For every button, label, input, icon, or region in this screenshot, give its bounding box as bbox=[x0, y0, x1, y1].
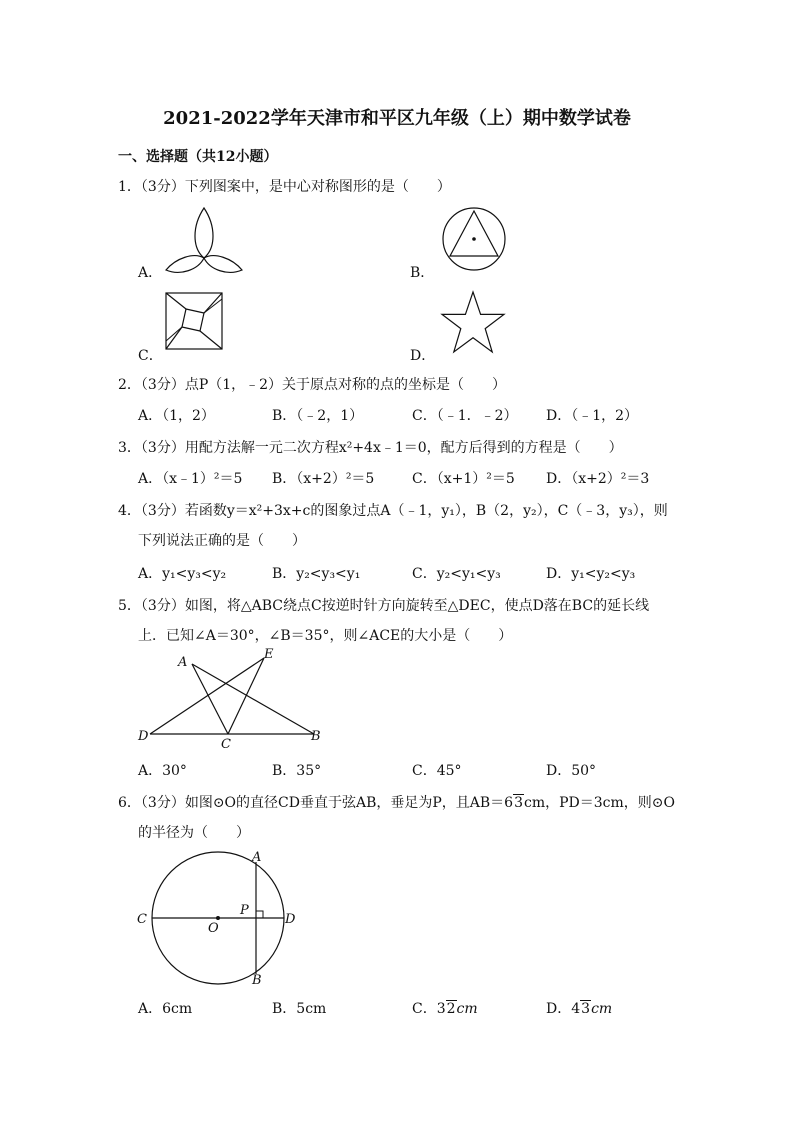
point-d-label: D bbox=[285, 912, 296, 927]
q2-stem: 2．（3分）点P（1，﹣2）关于原点对称的点的坐标是（ ） bbox=[118, 377, 507, 393]
q3-option-d[interactable]: D．（x+2）²＝3 bbox=[546, 471, 650, 487]
q5-stem-line1: 5．（3分）如图，将△ABC绕点C按逆时针方向旋转至△DEC，使点D落在BC的延长线 bbox=[118, 598, 650, 614]
q3-option-b[interactable]: B．（x+2）²＝5 bbox=[272, 471, 375, 487]
q3-option-c[interactable]: C．（x+1）²＝5 bbox=[412, 471, 515, 487]
q5-triangle-rotation-figure bbox=[136, 646, 336, 752]
q4-stem-line2: 下列说法正确的是（ ） bbox=[138, 533, 306, 549]
q5-stem-line2: 上．已知∠A＝30°，∠B＝35°，则∠ACE的大小是（ ） bbox=[138, 628, 513, 644]
point-b-label: B bbox=[311, 729, 321, 744]
q1-option-b-label[interactable]: B． bbox=[410, 265, 435, 281]
point-p-label: P bbox=[240, 903, 249, 918]
q1-figure-b-circle-triangle bbox=[440, 206, 510, 276]
q1-figure-c-square-pinwheel bbox=[164, 291, 226, 353]
q5-option-d[interactable]: D．50° bbox=[546, 763, 597, 779]
right-angle-mark bbox=[256, 911, 263, 918]
q6-stem-line1: 6．（3分）如图⊙O的直径CD垂直于弦AB，垂足为P，且AB＝63cm，PD＝3cm，则⊙O bbox=[118, 795, 676, 811]
q3-stem: 3．（3分）用配方法解一元二次方程x²+4x﹣1＝0，配方后得到的方程是（ ） bbox=[118, 440, 623, 456]
q1-option-d-label[interactable]: D． bbox=[410, 348, 436, 364]
point-c-label: C bbox=[137, 912, 147, 927]
q2-option-d[interactable]: D．（﹣1，2） bbox=[546, 408, 639, 424]
q6-option-d[interactable]: D．43cm bbox=[546, 1001, 613, 1017]
q5-option-b[interactable]: B．35° bbox=[272, 763, 322, 779]
point-e-label: E bbox=[264, 647, 274, 662]
section-heading: 一、选择题（共12小题） bbox=[118, 149, 278, 165]
q6-circle-chord-figure bbox=[134, 848, 306, 988]
page-title: 2021-2022学年天津市和平区九年级（上）期中数学试卷 bbox=[163, 108, 631, 129]
q4-option-d[interactable]: D．y₁<y₂<y₃ bbox=[546, 566, 636, 582]
q6-stem-line2: 的半径为（ ） bbox=[138, 825, 250, 841]
q4-stem-line1: 4．（3分）若函数y＝x²+3x+c的图象过点A（﹣1，y₁），B（2，y₂），C（﹣3，y₃），则 bbox=[118, 503, 668, 519]
point-a-label: A bbox=[252, 850, 262, 865]
q5-option-a[interactable]: A．30° bbox=[138, 763, 187, 779]
q4-option-a[interactable]: A．y₁<y₃<y₂ bbox=[138, 566, 227, 582]
q5-option-c[interactable]: C．45° bbox=[412, 763, 462, 779]
point-a-label: A bbox=[178, 655, 188, 670]
q4-option-b[interactable]: B．y₂<y₃<y₁ bbox=[272, 566, 361, 582]
center-point bbox=[216, 916, 220, 920]
point-o-label: O bbox=[208, 921, 219, 936]
point-c-label: C bbox=[221, 737, 231, 752]
q1-figure-a-trefoil bbox=[164, 206, 244, 276]
q6-option-a[interactable]: A．6cm bbox=[138, 1001, 193, 1017]
q4-option-c[interactable]: C．y₂<y₁<y₃ bbox=[412, 566, 501, 582]
q2-option-b[interactable]: B．（﹣2，1） bbox=[272, 408, 364, 424]
q2-option-a[interactable]: A．（1，2） bbox=[138, 408, 215, 424]
q1-option-c-label[interactable]: C． bbox=[138, 348, 163, 364]
q2-option-c[interactable]: C．（﹣1．﹣2） bbox=[412, 408, 518, 424]
q1-option-a-label[interactable]: A． bbox=[138, 265, 163, 281]
point-b-label: B bbox=[252, 973, 262, 988]
point-d-label: D bbox=[138, 729, 149, 744]
q3-option-a[interactable]: A．（x﹣1）²＝5 bbox=[138, 471, 243, 487]
q1-stem: 1．（3分）下列图案中，是中心对称图形的是（ ） bbox=[118, 179, 451, 195]
q6-option-b[interactable]: B．5cm bbox=[272, 1001, 327, 1017]
q6-option-c[interactable]: C．32cm bbox=[412, 1001, 478, 1017]
q1-figure-d-star bbox=[440, 290, 506, 356]
